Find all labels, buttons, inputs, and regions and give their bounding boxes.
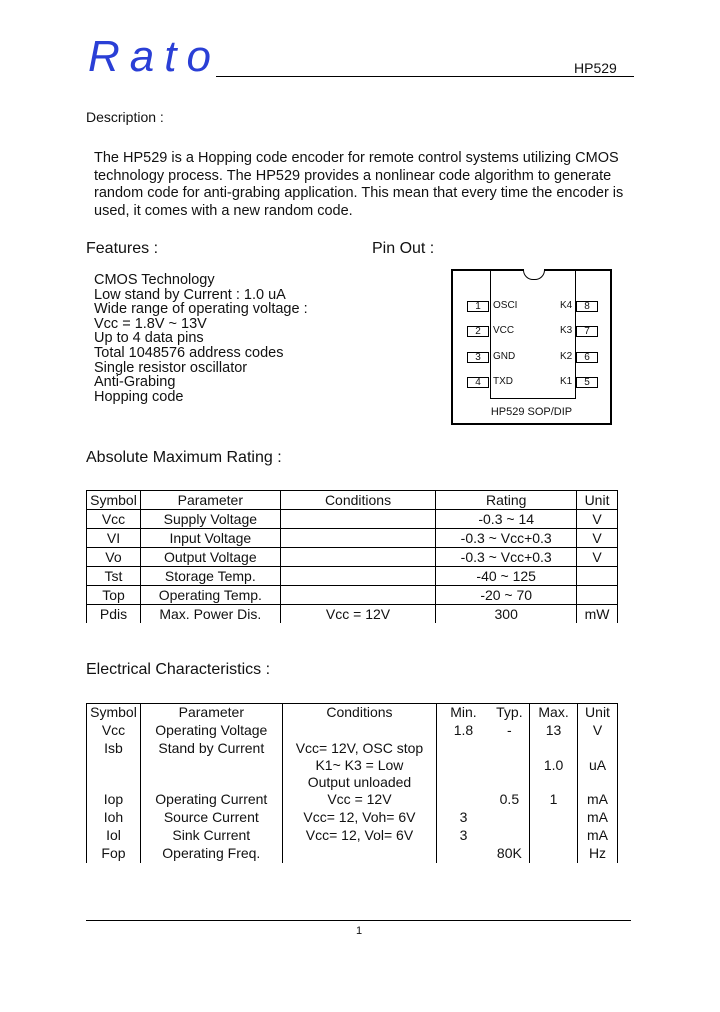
table-row xyxy=(87,567,618,586)
table-row xyxy=(87,845,618,863)
table-cell: Fop xyxy=(87,845,141,863)
table-cell: Source Current xyxy=(140,809,282,827)
table-cell: Symbol xyxy=(87,491,141,510)
pin-number: 2 xyxy=(467,326,489,337)
table-cell: Top xyxy=(87,586,141,605)
table-cell: 13 xyxy=(530,722,578,740)
table-cell: Operating Freq. xyxy=(140,845,282,863)
pin-number: 5 xyxy=(576,377,598,388)
table-cell: Max. xyxy=(530,704,578,723)
chip-notch xyxy=(523,269,545,280)
pin-label: K3 xyxy=(560,325,573,336)
feature-item: Low stand by Current : 1.0 uA xyxy=(94,286,286,303)
table-cell xyxy=(282,722,437,740)
table-cell: 1.8 xyxy=(437,722,490,740)
feature-item: Single resistor oscillator xyxy=(94,359,248,376)
pin-label: K1 xyxy=(560,376,573,387)
table-cell: V xyxy=(577,510,618,529)
header-rule xyxy=(216,76,634,77)
table-cell xyxy=(280,529,436,548)
table-row xyxy=(87,791,618,809)
table-cell: Isb xyxy=(87,740,141,791)
table-cell: Unit xyxy=(578,704,618,723)
table-cell: VI xyxy=(87,529,141,548)
table-cell: Symbol xyxy=(87,704,141,723)
table-cell: 3 xyxy=(437,809,490,827)
table-cell: V xyxy=(578,722,618,740)
table-cell: mA xyxy=(578,827,618,845)
table-cell xyxy=(280,567,436,586)
pin-label: K4 xyxy=(560,300,573,311)
table-cell xyxy=(530,845,578,863)
table-cell xyxy=(490,809,530,827)
table-cell: Storage Temp. xyxy=(140,567,280,586)
ec-heading: Electrical Characteristics : xyxy=(86,661,271,678)
footer-rule xyxy=(86,920,631,921)
amr-heading: Absolute Maximum Rating : xyxy=(86,449,282,466)
table-cell: 1 xyxy=(530,791,578,809)
table-cell xyxy=(577,567,618,586)
table-cell: Tst xyxy=(87,567,141,586)
table-cell: Pdis xyxy=(87,605,141,624)
table-cell: Supply Voltage xyxy=(140,510,280,529)
table-cell: Operating Temp. xyxy=(140,586,280,605)
description-heading: Description : xyxy=(86,109,164,125)
pin-label: GND xyxy=(493,351,516,362)
table-cell xyxy=(437,740,490,791)
table-cell: Hz xyxy=(578,845,618,863)
absolute-maximum-rating-table xyxy=(86,490,618,623)
chip-caption: HP529 SOP/DIP xyxy=(490,406,573,418)
pinout-heading: Pin Out : xyxy=(372,240,435,257)
table-cell: Vcc = 12V xyxy=(282,791,437,809)
description-text: The HP529 is a Hopping code encoder for remote control systems utilizing CMOS technology process. The HP529 provides a nonlinear code algorithm to generate random code for anti-grabing application. This mean that every time the encoder is used, it comes with a new random code. xyxy=(94,150,624,219)
pin-label: OSCI xyxy=(493,300,518,311)
pin-number: 4 xyxy=(467,377,489,388)
table-cell: 1.0 xyxy=(530,740,578,791)
table-cell: Unit xyxy=(577,491,618,510)
feature-item: Vcc = 1.8V ~ 13V xyxy=(94,315,207,332)
electrical-characteristics-table xyxy=(86,703,618,863)
pin-number: 3 xyxy=(467,352,489,363)
table-row xyxy=(87,827,618,845)
table-cell: Vcc= 12V, OSC stop K1~ K3 = Low Output unloaded xyxy=(282,740,437,791)
table-header-row xyxy=(87,491,618,510)
table-cell: Ioh xyxy=(87,809,141,827)
table-cell xyxy=(280,586,436,605)
table-cell: Operating Current xyxy=(140,791,282,809)
page-number: 1 xyxy=(356,925,363,937)
table-cell: Vo xyxy=(87,548,141,567)
table-cell: Vcc xyxy=(87,510,141,529)
table-cell xyxy=(490,827,530,845)
table-row xyxy=(87,809,618,827)
feature-item: Hopping code xyxy=(94,388,184,405)
table-cell: -40 ~ 125 xyxy=(436,567,577,586)
table-row xyxy=(87,740,618,791)
pin-number: 7 xyxy=(576,326,598,337)
table-cell: 80K xyxy=(490,845,530,863)
feature-item: Wide range of operating voltage : xyxy=(94,301,308,318)
feature-item: CMOS Technology xyxy=(94,272,215,288)
table-cell: Parameter xyxy=(140,704,282,723)
table-cell xyxy=(280,510,436,529)
table-cell: Vcc= 12, Voh= 6V xyxy=(282,809,437,827)
table-cell: Typ. xyxy=(490,704,530,723)
table-cell: Iop xyxy=(87,791,141,809)
table-cell xyxy=(490,740,530,791)
table-cell: Rating xyxy=(436,491,577,510)
pinout-diagram xyxy=(451,269,612,425)
pin-number: 6 xyxy=(576,352,598,363)
table-cell: mW xyxy=(577,605,618,624)
table-row xyxy=(87,548,618,567)
table-cell: Conditions xyxy=(280,491,436,510)
table-cell: - xyxy=(490,722,530,740)
table-cell: V xyxy=(577,548,618,567)
features-heading: Features : xyxy=(86,240,159,257)
table-cell xyxy=(437,845,490,863)
table-cell: Stand by Current xyxy=(140,740,282,791)
table-cell: Operating Voltage xyxy=(140,722,282,740)
table-row xyxy=(87,586,618,605)
table-cell: Max. Power Dis. xyxy=(140,605,280,624)
table-cell: 3 xyxy=(437,827,490,845)
table-header-row xyxy=(87,704,618,723)
table-cell: -0.3 ~ 14 xyxy=(436,510,577,529)
feature-item: Total 1048576 address codes xyxy=(94,344,284,361)
table-row xyxy=(87,605,618,624)
feature-item: Up to 4 data pins xyxy=(94,330,204,347)
table-cell: mA xyxy=(578,809,618,827)
table-cell: Iol xyxy=(87,827,141,845)
table-cell: uA xyxy=(578,740,618,791)
pin-label: K2 xyxy=(560,351,573,362)
part-number: HP529 xyxy=(574,60,617,76)
table-cell: -20 ~ 70 xyxy=(436,586,577,605)
table-cell xyxy=(437,791,490,809)
features-list xyxy=(94,273,308,404)
table-cell: Input Voltage xyxy=(140,529,280,548)
table-cell: Output Voltage xyxy=(140,548,280,567)
table-cell: Sink Current xyxy=(140,827,282,845)
feature-item: Anti-Grabing xyxy=(94,374,176,391)
pin-label: TXD xyxy=(493,376,513,387)
table-cell: Parameter xyxy=(140,491,280,510)
rato-logo: Rato xyxy=(88,32,221,81)
table-cell: Vcc = 12V xyxy=(280,605,436,624)
table-cell xyxy=(530,809,578,827)
table-cell: mA xyxy=(578,791,618,809)
table-row xyxy=(87,722,618,740)
table-cell: Min. xyxy=(437,704,490,723)
table-cell xyxy=(282,845,437,863)
pin-number: 1 xyxy=(467,301,489,312)
table-cell: Vcc xyxy=(87,722,141,740)
table-cell: -0.3 ~ Vcc+0.3 xyxy=(436,548,577,567)
table-cell xyxy=(577,586,618,605)
pin-number: 8 xyxy=(576,301,598,312)
table-cell: V xyxy=(577,529,618,548)
table-cell: -0.3 ~ Vcc+0.3 xyxy=(436,529,577,548)
table-cell xyxy=(280,548,436,567)
table-cell: Conditions xyxy=(282,704,437,723)
pin-label: VCC xyxy=(493,325,515,336)
table-cell xyxy=(530,827,578,845)
table-cell: Vcc= 12, Vol= 6V xyxy=(282,827,437,845)
table-cell: 0.5 xyxy=(490,791,530,809)
table-cell: 300 xyxy=(436,605,577,624)
table-row xyxy=(87,510,618,529)
table-row xyxy=(87,529,618,548)
